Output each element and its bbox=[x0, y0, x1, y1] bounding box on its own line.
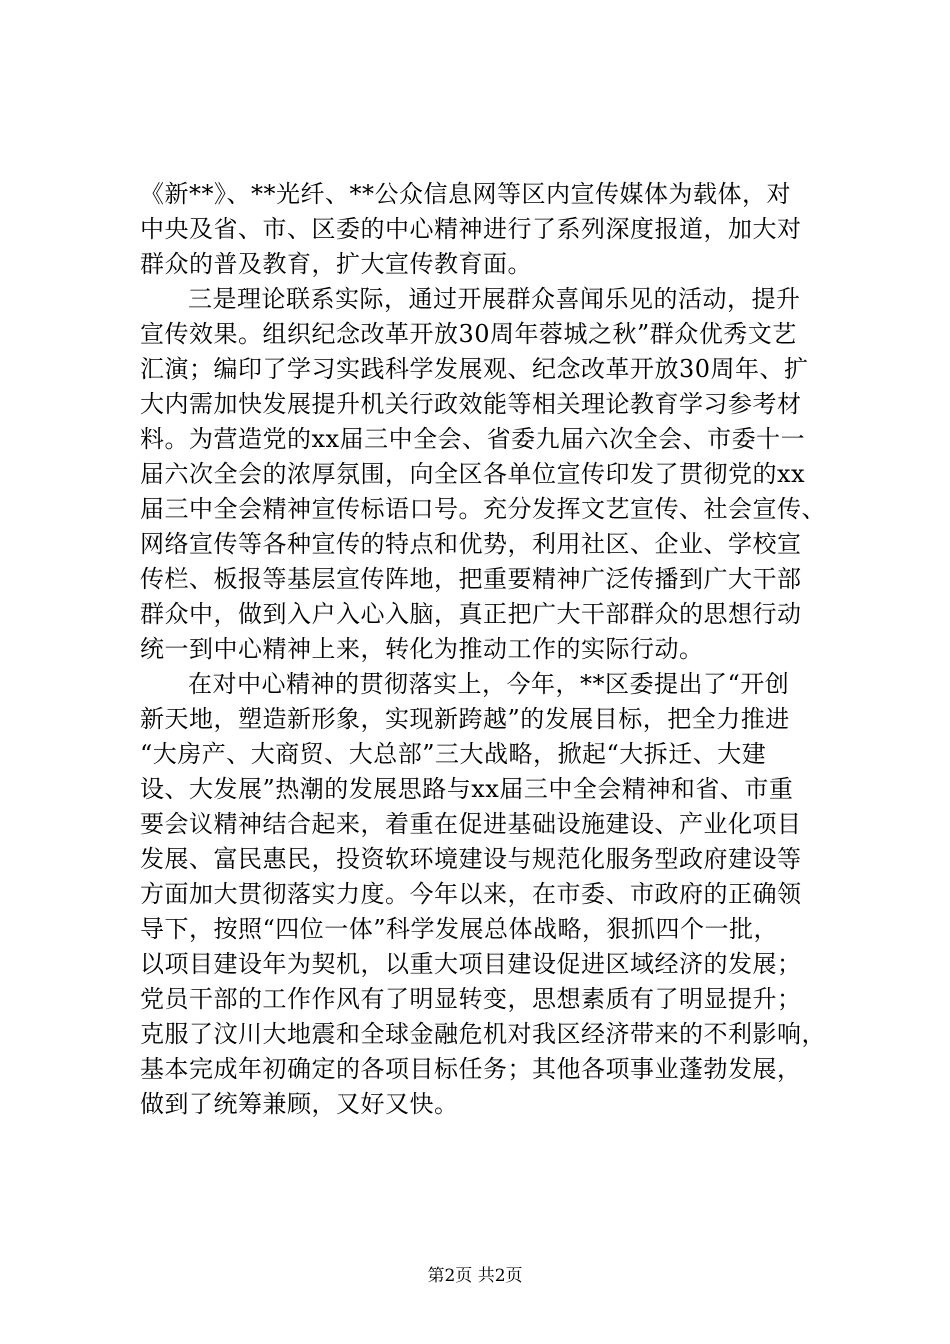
paragraph-2-line: 传栏、板报等基层宣传阵地，把重要精神广泛传播到广大干部 bbox=[140, 565, 802, 593]
paragraph-3-line: 基本完成年初确定的各项目标任务；其他各项事业蓬勃发展， bbox=[140, 1055, 802, 1083]
paragraph-3-line: 发展、富民惠民，投资软环境建设与规范化服务型政府建设等 bbox=[140, 845, 802, 873]
paragraph-1-line: 群众的普及教育，扩大宣传教育面。 bbox=[140, 250, 532, 278]
paragraph-2-line: 大内需加快发展提升机关行政效能等相关理论教育学习参考材 bbox=[140, 390, 802, 418]
paragraph-3-line: 党员干部的工作作风有了明显转变，思想素质有了明显提升； bbox=[140, 985, 802, 1013]
paragraph-3-line: 新天地，塑造新形象，实现新跨越”的发展目标，把全力推进 bbox=[140, 705, 790, 733]
paragraph-3-line: 方面加大贯彻落实力度。今年以来，在市委、市政府的正确领 bbox=[140, 880, 802, 908]
paragraph-3-line: 以项目建设年为契机，以重大项目建设促进区域经济的发展； bbox=[140, 950, 802, 978]
paragraph-2-line: 统一到中心精神上来，转化为推动工作的实际行动。 bbox=[140, 635, 704, 663]
paragraph-3-line: 设、大发展”热潮的发展思路与xx届三中全会精神和省、市重 bbox=[140, 775, 794, 803]
paragraph-2-line: 汇演；编印了学习实践科学发展观、纪念改革开放30周年、扩 bbox=[140, 355, 809, 383]
paragraph-2-line: 群众中，做到入户入心入脑，真正把广大干部群众的思想行动 bbox=[140, 600, 802, 628]
paragraph-2-line: 届六次全会的浓厚氛围，向全区各单位宣传印发了贯彻党的xx bbox=[140, 460, 806, 488]
paragraph-1-line: 中央及省、市、区委的中心精神进行了系列深度报道，加大对 bbox=[140, 215, 802, 243]
paragraph-2-first-line: 三是理论联系实际，通过开展群众喜闻乐见的活动，提升 bbox=[188, 285, 801, 313]
paragraph-2-line: 料。为营造党的xx届三中全会、省委九届六次全会、市委十一 bbox=[140, 425, 806, 453]
paragraph-3-line: “大房产、大商贸、大总部”三大战略，掀起“大拆迁、大建 bbox=[140, 740, 767, 768]
body-text bbox=[140, 177, 830, 1122]
paragraph-1-line: 《新**》、**光纤、**公众信息网等区内宣传媒体为载体，对 bbox=[140, 180, 791, 208]
paragraph-3-line: 要会议精神结合起来，着重在促进基础设施建设、产业化项目 bbox=[140, 810, 802, 838]
paragraph-2-line: 宣传效果。组织纪念改革开放30周年蓉城之秋”群众优秀文艺 bbox=[140, 320, 797, 348]
paragraph-3-line: 做到了统筹兼顾，又好又快。 bbox=[140, 1090, 459, 1118]
paragraph-2-line: 届三中全会精神宣传标语口号。充分发挥文艺宣传、社会宣传、 bbox=[140, 495, 826, 523]
paragraph-3-line: 导下，按照“四位一体”科学发展总体战略，狠抓四个一批， bbox=[140, 915, 779, 943]
page-number-footer: 第2页 共2页 bbox=[427, 1266, 523, 1286]
paragraph-3-first-line: 在对中心精神的贯彻落实上，今年，**区委提出了“开创 bbox=[188, 670, 790, 698]
paragraph-3-line: 克服了汶川大地震和全球金融危机对我区经济带来的不利影响， bbox=[140, 1020, 826, 1048]
paragraph-2-line: 网络宣传等各种宣传的特点和优势，利用社区、企业、学校宣 bbox=[140, 530, 802, 558]
